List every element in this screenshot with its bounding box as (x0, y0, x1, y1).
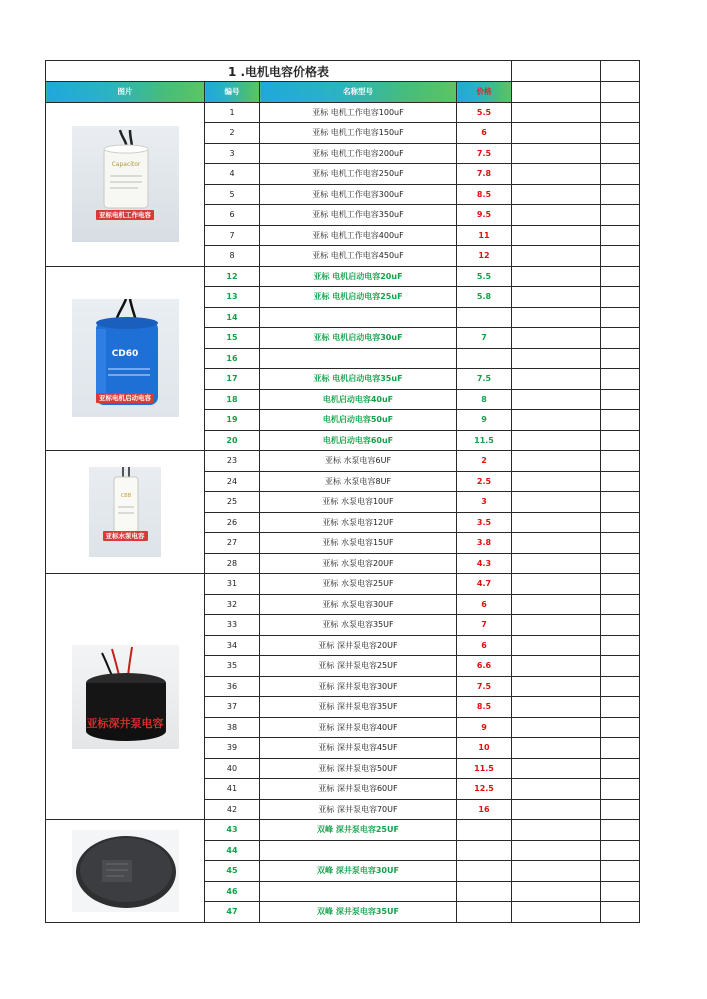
product-image-cell (46, 574, 205, 820)
extra-cell[interactable] (601, 184, 640, 205)
deep-well-capacitor-photo (72, 645, 179, 749)
photo-label: 亚标电机启动电容 (96, 393, 154, 403)
item-number: 44 (205, 840, 260, 861)
extra-cell[interactable] (512, 738, 601, 759)
item-name (260, 307, 457, 328)
item-name (260, 348, 457, 369)
extra-cell[interactable] (512, 225, 601, 246)
extra-cell[interactable] (601, 205, 640, 226)
extra-cell[interactable] (601, 164, 640, 185)
item-price: 7.8 (457, 164, 512, 185)
extra-cell[interactable] (601, 717, 640, 738)
extra-cell[interactable] (512, 799, 601, 820)
page-title: 1 .电机电容价格表 (46, 61, 512, 82)
extra-cell[interactable] (601, 881, 640, 902)
item-name: 亚标 电机工作电容250uF (260, 164, 457, 185)
extra-cell[interactable] (601, 430, 640, 451)
item-number: 45 (205, 861, 260, 882)
item-price: 10 (457, 738, 512, 759)
item-number: 3 (205, 143, 260, 164)
item-number: 20 (205, 430, 260, 451)
item-price: 3.5 (457, 512, 512, 533)
extra-cell[interactable] (601, 492, 640, 513)
item-name: 亚标 水泵电容25UF (260, 574, 457, 595)
table-row (46, 574, 640, 595)
product-image-cell (46, 820, 205, 923)
item-price: 3 (457, 492, 512, 513)
extra-cell[interactable] (512, 553, 601, 574)
item-name (260, 840, 457, 861)
extra-cell[interactable] (512, 881, 601, 902)
title-row (46, 61, 640, 82)
item-price: 6.6 (457, 656, 512, 677)
item-price: 8.5 (457, 697, 512, 718)
extra-cell[interactable] (512, 635, 601, 656)
extra-cell[interactable] (601, 697, 640, 718)
header-row (46, 82, 640, 103)
extra-cell[interactable] (601, 533, 640, 554)
item-name (260, 881, 457, 902)
extra-cell[interactable] (601, 553, 640, 574)
extra-cell[interactable] (512, 123, 601, 144)
item-price: 4.7 (457, 574, 512, 595)
item-name: 亚标 电机启动电容20uF (260, 266, 457, 287)
extra-cell[interactable] (512, 61, 601, 82)
item-name: 亚标 电机启动电容35uF (260, 369, 457, 390)
price-table (45, 60, 640, 923)
extra-cell[interactable] (512, 902, 601, 923)
extra-cell[interactable] (512, 697, 601, 718)
item-number: 5 (205, 184, 260, 205)
extra-cell[interactable] (601, 307, 640, 328)
extra-cell[interactable] (512, 348, 601, 369)
item-name: 亚标 水泵电容20UF (260, 553, 457, 574)
extra-cell[interactable] (512, 369, 601, 390)
extra-cell[interactable] (601, 82, 640, 103)
extra-cell[interactable] (512, 205, 601, 226)
item-price: 9 (457, 717, 512, 738)
item-price: 7 (457, 615, 512, 636)
extra-cell[interactable] (601, 61, 640, 82)
extra-cell[interactable] (601, 512, 640, 533)
extra-cell[interactable] (512, 82, 601, 103)
double-peak-capacitor-photo (72, 830, 179, 912)
extra-cell[interactable] (512, 102, 601, 123)
item-price: 12 (457, 246, 512, 267)
extra-cell[interactable] (601, 738, 640, 759)
item-number: 24 (205, 471, 260, 492)
item-price: 11 (457, 225, 512, 246)
extra-cell[interactable] (512, 389, 601, 410)
extra-cell[interactable] (601, 840, 640, 861)
item-number: 23 (205, 451, 260, 472)
extra-cell[interactable] (512, 164, 601, 185)
item-number: 1 (205, 102, 260, 123)
item-price (457, 902, 512, 923)
item-number: 7 (205, 225, 260, 246)
extra-cell[interactable] (601, 369, 640, 390)
item-number: 12 (205, 266, 260, 287)
extra-cell[interactable] (601, 635, 640, 656)
item-name: 亚标 电机工作电容100uF (260, 102, 457, 123)
item-number: 47 (205, 902, 260, 923)
extra-cell[interactable] (512, 471, 601, 492)
extra-cell[interactable] (601, 758, 640, 779)
item-price: 5.8 (457, 287, 512, 308)
item-price: 6 (457, 123, 512, 144)
extra-cell[interactable] (601, 348, 640, 369)
item-name: 亚标 深井泵电容40UF (260, 717, 457, 738)
item-price (457, 881, 512, 902)
item-number: 34 (205, 635, 260, 656)
item-name: 亚标 深井泵电容45UF (260, 738, 457, 759)
extra-cell[interactable] (512, 840, 601, 861)
item-number: 16 (205, 348, 260, 369)
item-name: 亚标 深井泵电容20UF (260, 635, 457, 656)
extra-cell[interactable] (512, 266, 601, 287)
item-name: 双峰 深井泵电容35UF (260, 902, 457, 923)
item-name: 亚标 电机工作电容200uF (260, 143, 457, 164)
extra-cell[interactable] (601, 594, 640, 615)
extra-cell[interactable] (512, 656, 601, 677)
item-number: 36 (205, 676, 260, 697)
product-image-cell (46, 451, 205, 574)
extra-cell[interactable] (512, 512, 601, 533)
item-number: 4 (205, 164, 260, 185)
item-price (457, 307, 512, 328)
photo-label: 亚标水泵电容 (103, 531, 148, 541)
item-name: 亚标 电机工作电容300uF (260, 184, 457, 205)
item-name: 电机启动电容40uF (260, 389, 457, 410)
item-name: 双峰 深井泵电容25UF (260, 820, 457, 841)
item-number: 46 (205, 881, 260, 902)
item-name: 亚标 电机工作电容150uF (260, 123, 457, 144)
extra-cell[interactable] (512, 492, 601, 513)
extra-cell[interactable] (601, 902, 640, 923)
item-name: 亚标 水泵电容12UF (260, 512, 457, 533)
extra-cell[interactable] (601, 451, 640, 472)
pump-capacitor-photo (89, 467, 161, 557)
item-price: 5.5 (457, 102, 512, 123)
capacitor-icon (89, 467, 161, 557)
product-image-cell (46, 102, 205, 266)
item-number: 26 (205, 512, 260, 533)
table-row (46, 820, 640, 841)
item-price: 4.3 (457, 553, 512, 574)
item-price: 7 (457, 328, 512, 349)
item-name: 亚标 深井泵电容60UF (260, 779, 457, 800)
extra-cell[interactable] (601, 615, 640, 636)
item-price (457, 861, 512, 882)
extra-cell[interactable] (512, 758, 601, 779)
item-number: 38 (205, 717, 260, 738)
item-price: 6 (457, 594, 512, 615)
item-price: 7.5 (457, 369, 512, 390)
svg-text:CBB: CBB (120, 493, 132, 499)
extra-cell[interactable] (601, 574, 640, 595)
item-number: 14 (205, 307, 260, 328)
extra-cell[interactable] (512, 861, 601, 882)
item-name: 亚标 水泵电容8UF (260, 471, 457, 492)
extra-cell[interactable] (601, 656, 640, 677)
item-name: 电机启动电容60uF (260, 430, 457, 451)
item-price (457, 820, 512, 841)
item-number: 17 (205, 369, 260, 390)
item-name: 电机启动电容50uF (260, 410, 457, 431)
extra-cell[interactable] (601, 246, 640, 267)
extra-cell[interactable] (601, 123, 640, 144)
extra-cell[interactable] (512, 574, 601, 595)
item-name: 亚标 电机启动电容25uF (260, 287, 457, 308)
item-number: 19 (205, 410, 260, 431)
extra-cell[interactable] (512, 410, 601, 431)
photo-label: 亚标电机工作电容 (96, 210, 154, 220)
extra-cell[interactable] (601, 471, 640, 492)
item-price (457, 348, 512, 369)
item-name: 亚标 深井泵电容25UF (260, 656, 457, 677)
item-name: 亚标 电机工作电容400uF (260, 225, 457, 246)
extra-cell[interactable] (601, 328, 640, 349)
header-image: 图片 (46, 82, 205, 103)
item-name: 亚标 电机工作电容450uF (260, 246, 457, 267)
item-price (457, 840, 512, 861)
extra-cell[interactable] (512, 779, 601, 800)
item-price: 11.5 (457, 430, 512, 451)
extra-cell[interactable] (512, 533, 601, 554)
extra-cell[interactable] (512, 451, 601, 472)
extra-cell[interactable] (512, 594, 601, 615)
item-number: 6 (205, 205, 260, 226)
item-number: 8 (205, 246, 260, 267)
item-price: 8.5 (457, 184, 512, 205)
item-number: 43 (205, 820, 260, 841)
item-number: 27 (205, 533, 260, 554)
item-name: 亚标 水泵电容6UF (260, 451, 457, 472)
extra-cell[interactable] (601, 861, 640, 882)
extra-cell[interactable] (512, 307, 601, 328)
item-price: 8 (457, 389, 512, 410)
item-name: 亚标 水泵电容15UF (260, 533, 457, 554)
item-price: 5.5 (457, 266, 512, 287)
header-name: 名称型号 (260, 82, 457, 103)
table-row (46, 451, 640, 472)
item-number: 31 (205, 574, 260, 595)
item-price: 12.5 (457, 779, 512, 800)
extra-cell[interactable] (512, 184, 601, 205)
capacitor-icon (72, 830, 179, 912)
item-name: 亚标 电机工作电容350uF (260, 205, 457, 226)
extra-cell[interactable] (601, 676, 640, 697)
item-number: 42 (205, 799, 260, 820)
item-number: 25 (205, 492, 260, 513)
item-name: 亚标 电机启动电容30uF (260, 328, 457, 349)
item-name: 亚标 水泵电容30UF (260, 594, 457, 615)
item-number: 39 (205, 738, 260, 759)
item-price: 9.5 (457, 205, 512, 226)
item-name: 亚标 水泵电容35UF (260, 615, 457, 636)
extra-cell[interactable] (512, 615, 601, 636)
photo-brand: CD60 (111, 349, 139, 360)
extra-cell[interactable] (601, 779, 640, 800)
capacitor-icon (72, 126, 179, 242)
item-number: 37 (205, 697, 260, 718)
item-number: 15 (205, 328, 260, 349)
item-number: 28 (205, 553, 260, 574)
extra-cell[interactable] (601, 143, 640, 164)
item-name: 亚标 深井泵电容70UF (260, 799, 457, 820)
item-number: 35 (205, 656, 260, 677)
extra-cell[interactable] (512, 430, 601, 451)
item-price: 7.5 (457, 676, 512, 697)
item-number: 13 (205, 287, 260, 308)
extra-cell[interactable] (601, 799, 640, 820)
item-name: 亚标 深井泵电容30UF (260, 676, 457, 697)
extra-cell[interactable] (512, 328, 601, 349)
item-number: 32 (205, 594, 260, 615)
item-price: 7.5 (457, 143, 512, 164)
item-number: 41 (205, 779, 260, 800)
header-number: 编号 (205, 82, 260, 103)
white-run-capacitor-photo (72, 126, 179, 242)
item-price: 3.8 (457, 533, 512, 554)
item-number: 33 (205, 615, 260, 636)
item-name: 亚标 深井泵电容35UF (260, 697, 457, 718)
extra-cell[interactable] (601, 410, 640, 431)
extra-cell[interactable] (512, 717, 601, 738)
extra-cell[interactable] (512, 676, 601, 697)
header-price: 价格 (457, 82, 512, 103)
item-price: 2 (457, 451, 512, 472)
product-image-cell (46, 266, 205, 451)
extra-cell[interactable] (601, 389, 640, 410)
item-name: 双峰 深井泵电容30UF (260, 861, 457, 882)
item-price: 11.5 (457, 758, 512, 779)
item-number: 40 (205, 758, 260, 779)
item-price: 16 (457, 799, 512, 820)
item-price: 6 (457, 635, 512, 656)
capacitor-icon (72, 645, 179, 749)
extra-cell[interactable] (601, 820, 640, 841)
extra-cell[interactable] (512, 143, 601, 164)
item-name: 亚标 水泵电容10UF (260, 492, 457, 513)
table-row (46, 266, 640, 287)
item-number: 2 (205, 123, 260, 144)
blue-start-capacitor-photo (72, 299, 179, 417)
item-number: 18 (205, 389, 260, 410)
svg-text:Capacitor: Capacitor (111, 161, 140, 168)
item-price: 9 (457, 410, 512, 431)
extra-cell[interactable] (601, 287, 640, 308)
extra-cell[interactable] (601, 102, 640, 123)
item-name: 亚标 深井泵电容50UF (260, 758, 457, 779)
extra-cell[interactable] (601, 266, 640, 287)
extra-cell[interactable] (512, 246, 601, 267)
photo-label: 亚标深井泵电容 (86, 716, 164, 730)
table-row (46, 102, 640, 123)
extra-cell[interactable] (601, 225, 640, 246)
extra-cell[interactable] (512, 820, 601, 841)
extra-cell[interactable] (512, 287, 601, 308)
item-price: 2.5 (457, 471, 512, 492)
